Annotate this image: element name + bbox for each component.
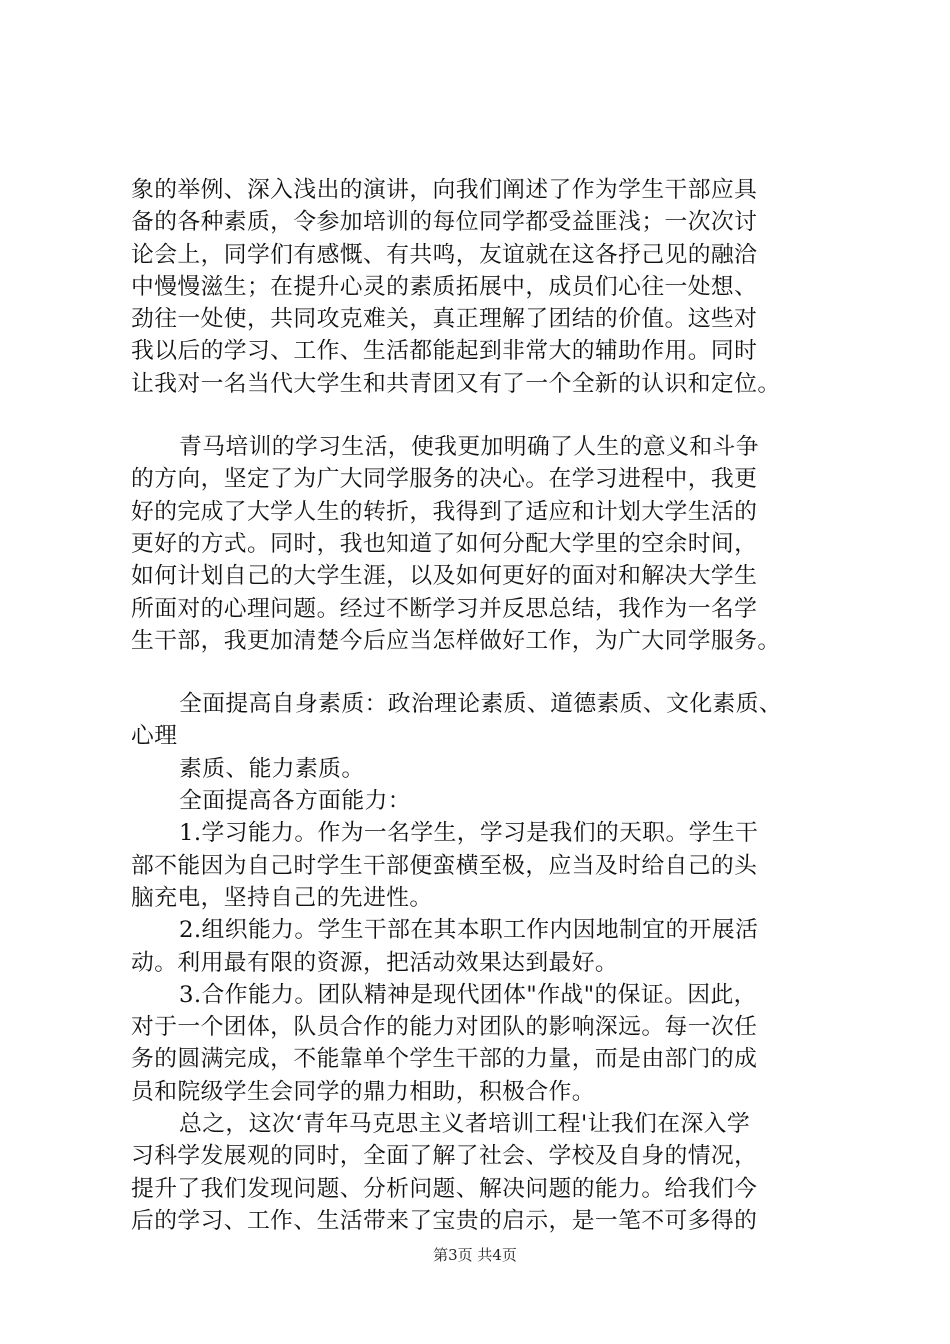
text-line: 如何计划自己的大学生涯，以及如何更好的面对和解决大学生 [131, 563, 758, 590]
text-line: 好的完成了大学人生的转折，我得到了适应和计划大学生活的 [131, 498, 758, 525]
text-line: 我以后的学习、工作、生活都能起到非常大的辅助作用。同时 [131, 338, 758, 365]
text-line: 象的举例、深入浅出的演讲，向我们阐述了作为学生干部应具 [131, 177, 758, 203]
text-line: 全面提高自身素质：政治理论素质、道德素质、文化素质、 [179, 691, 783, 718]
list-item-cooperate: 3.合作能力。团队精神是现代团体"作战"的保证。因此， [179, 981, 757, 1008]
text-line: 让我对一名当代大学生和共青团又有了一个全新的认识和定位。 [131, 370, 781, 397]
list-item-organize: 2.组织能力。学生干部在其本职工作内因地制宜的开展活 [179, 917, 759, 944]
text-line: 备的各种素质，令参加培训的每位同学都受益匪浅；一次次讨 [131, 209, 758, 236]
paragraph-3 [131, 688, 851, 1237]
list-item-study: 1.学习能力。作为一名学生，学习是我们的天职。学生干 [179, 820, 759, 847]
paragraph-gap [131, 657, 851, 688]
text-line: 中慢慢滋生；在提升心灵的素质拓展中，成员们心往一处想、 [131, 273, 758, 300]
text-line: 更好的方式。同时，我也知道了如何分配大学里的空余时间， [131, 530, 758, 557]
text-line: 部不能因为自己时学生干部便蛮横至极，应当及时给自己的头 [131, 852, 758, 879]
text-line: 提升了我们发现问题、分析问题、解决问题的能力。给我们今 [131, 1175, 758, 1202]
text-line: 习科学发展观的同时，全面了解了社会、学校及自身的情况， [131, 1143, 758, 1170]
text-line: 所面对的心理问题。经过不断学习并反思总结，我作为一名学 [131, 595, 758, 622]
text-line: 青马培训的学习生活，使我更加明确了人生的意义和斗争 [179, 434, 759, 461]
paragraph-2 [131, 431, 851, 657]
text-line: 务的圆满完成，不能靠单个学生干部的力量，而是由部门的成 [131, 1046, 758, 1073]
text-line: 全面提高各方面能力： [179, 788, 411, 815]
text-line: 劲往一处使，共同攻克难关，真正理解了团结的价值。这些对 [131, 306, 758, 333]
text-line: 的方向，坚定了为广大同学服务的决心。在学习进程中，我更 [131, 466, 758, 493]
text-line: 素质、能力素质。 [179, 755, 365, 782]
text-line: 动。利用最有限的资源，把活动效果达到最好。 [131, 949, 619, 976]
text-line: 总之，这次‘青年马克思主义者培训工程'让我们在深入学 [179, 1111, 751, 1138]
text-line: 论会上，同学们有感慨、有共鸣，友谊就在这各抒己见的融洽 [131, 241, 758, 268]
text-line: 后的学习、工作、生活带来了宝贵的启示，是一笔不可多得的 [131, 1207, 758, 1234]
text-line: 脑充电，坚持自己的先进性。 [131, 884, 433, 911]
document-body [131, 174, 851, 1237]
text-line: 生干部，我更加清楚今后应当怎样做好工作，为广大同学服务。 [131, 627, 781, 654]
page-number-footer: 第3页 共4页 [433, 1246, 517, 1264]
paragraph-gap [131, 400, 851, 431]
text-line: 员和院级学生会同学的鼎力相助，积极合作。 [131, 1078, 595, 1105]
text-line: 对于一个团体，队员合作的能力对团队的影响深远。每一次任 [131, 1014, 758, 1041]
paragraph-1 [131, 174, 851, 400]
text-line: 心理 [131, 723, 178, 750]
